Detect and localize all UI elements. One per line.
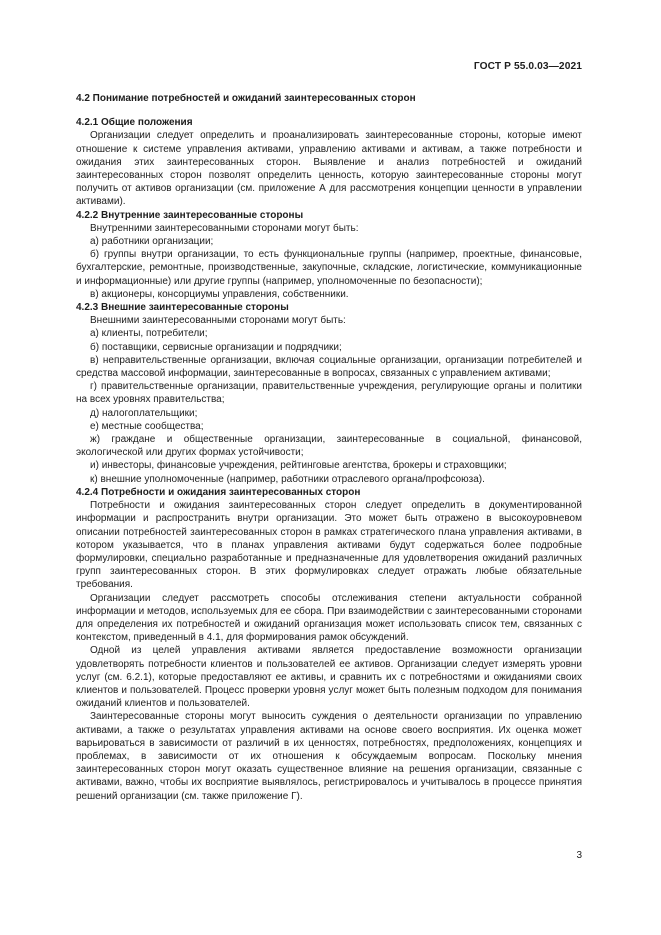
- paragraph-4-2-4-d: Заинтересованные стороны могут выносить суждения о деятельности организации по управлению активами, а также о результатах управления активами на основе своего восприятия. Их оценка может варьироваться в зависимости от различий в их ценностях, потребностях, предположениях, концепциях и проблемах, в зависимости от их отношения к обсуждаемым вопросам. Поскольку мнения заинтересованных сторон могут оказать существенное влияние на решения организации, связанные с активами, важно, чтобы их восприятие выявлялось, регистрировалось и учитывалось в процессе принятия решений организации (см. также приложение Г).: [76, 711, 582, 802]
- intro-4-2-3: Внешними заинтересованными сторонами могут быть:: [90, 315, 346, 327]
- subsection-title-4-2-3: 4.2.3 Внешние заинтересованные стороны: [76, 302, 289, 314]
- list-item: е) местные сообщества;: [90, 420, 204, 432]
- document-id: ГОСТ Р 55.0.03—2021: [473, 61, 582, 72]
- paragraph-4-2-4-b: Организации следует рассмотреть способы отслеживания степени актуальности собранной информации и методов, используемых для ее сбора. При взаимодействии с заинтересованными сторонами для определения их потребностей и ожиданий организация может использовать список тем, связанных с контекстом, приведенный в 4.1, для формирования рамок обсуждений.: [76, 592, 582, 644]
- subsection-title-4-2-4: 4.2.4 Потребности и ожидания заинтересованных сторон: [76, 486, 361, 498]
- page-content: [76, 92, 582, 803]
- subsection-title-4-2-1: 4.2.1 Общие положения: [76, 117, 193, 129]
- list-item: д) налогоплательщики;: [90, 407, 198, 419]
- list-item: ж) граждане и общественные организации, заинтересованные в социальной, финансовой, экологической или других формах устойчивости;: [76, 434, 582, 459]
- subsection-title-4-2-2: 4.2.2 Внутренние заинтересованные стороны: [76, 209, 304, 221]
- list-item: к) внешние уполномоченные (например, работники отраслевого органа/профсоюза).: [90, 473, 485, 485]
- paragraph-4-2-4-c: Одной из целей управления активами является предоставление возможности организации удовлетворять потребности клиентов и пользователей ее активов. Организации следует измерять уровни услуг (см. 6.2.1), которые предоставляют ее активы, и сравнить их с потребностями и ожиданиями своих клиентов и пользователей. Процесс проверки уровня услуг может быть полезным подходом для понимания ожиданий клиентов и пользователей.: [76, 645, 582, 710]
- intro-4-2-2: Внутренними заинтересованными сторонами могут быть:: [90, 222, 359, 234]
- list-item: г) правительственные организации, правительственные учреждения, регулирующие органы и политики на всех уровнях правительства;: [76, 381, 582, 406]
- page-number: 3: [576, 850, 582, 861]
- list-item: б) группы внутри организации, то есть функциональные группы (например, проектные, финансовые, бухгалтерские, ремонтные, производственные, закупочные, складские, логистические, коммуникационные и информационные) или другие группы (например, уполномоченные по безопасности);: [76, 249, 582, 287]
- list-item: и) инвесторы, финансовые учреждения, рейтинговые агентства, брокеры и страховщики;: [90, 460, 507, 472]
- paragraph-4-2-4-a: Потребности и ожидания заинтересованных сторон следует определить в документированной информации и распространить внутри организации. Это может быть отражено в высокоуровневом описании потребностей заинтересованных сторон в рамках стратегического плана управления активами, в котором указывается, что в планах управления активами будут содержаться более подробные формулировки, специально разработанные и предназначенные для удовлетворения ожиданий различных групп заинтересованных сторон. В этих формулировках следует отражать любые обязательные требования.: [76, 500, 582, 591]
- list-item: а) клиенты, потребители;: [90, 328, 208, 340]
- list-item: в) акционеры, консорциумы управления, собственники.: [90, 288, 349, 300]
- list-item: б) поставщики, сервисные организации и подрядчики;: [90, 341, 342, 353]
- list-item: а) работники организации;: [90, 236, 214, 248]
- paragraph-4-2-1: Организации следует определить и проанализировать заинтересованные стороны, которые имеют отношение к системе управления активами, управлению активами и активам, а также потребности и ожидания этих заинтересованных сторон. Выявление и анализ потребностей и ожиданий заинтересованных сторон позволят определить ценность, которую заинтересованные стороны могут получить от активов организации (см. приложение А для рассмотрения концепции ценности в управлении активами).: [76, 130, 582, 208]
- list-item: в) неправительственные организации, включая социальные организации, организации потребителей и средства массовой информации, заинтересованные в вопросах, связанных с управлением активами;: [76, 354, 582, 380]
- section-title: 4.2 Понимание потребностей и ожиданий заинтересованных сторон: [76, 93, 416, 104]
